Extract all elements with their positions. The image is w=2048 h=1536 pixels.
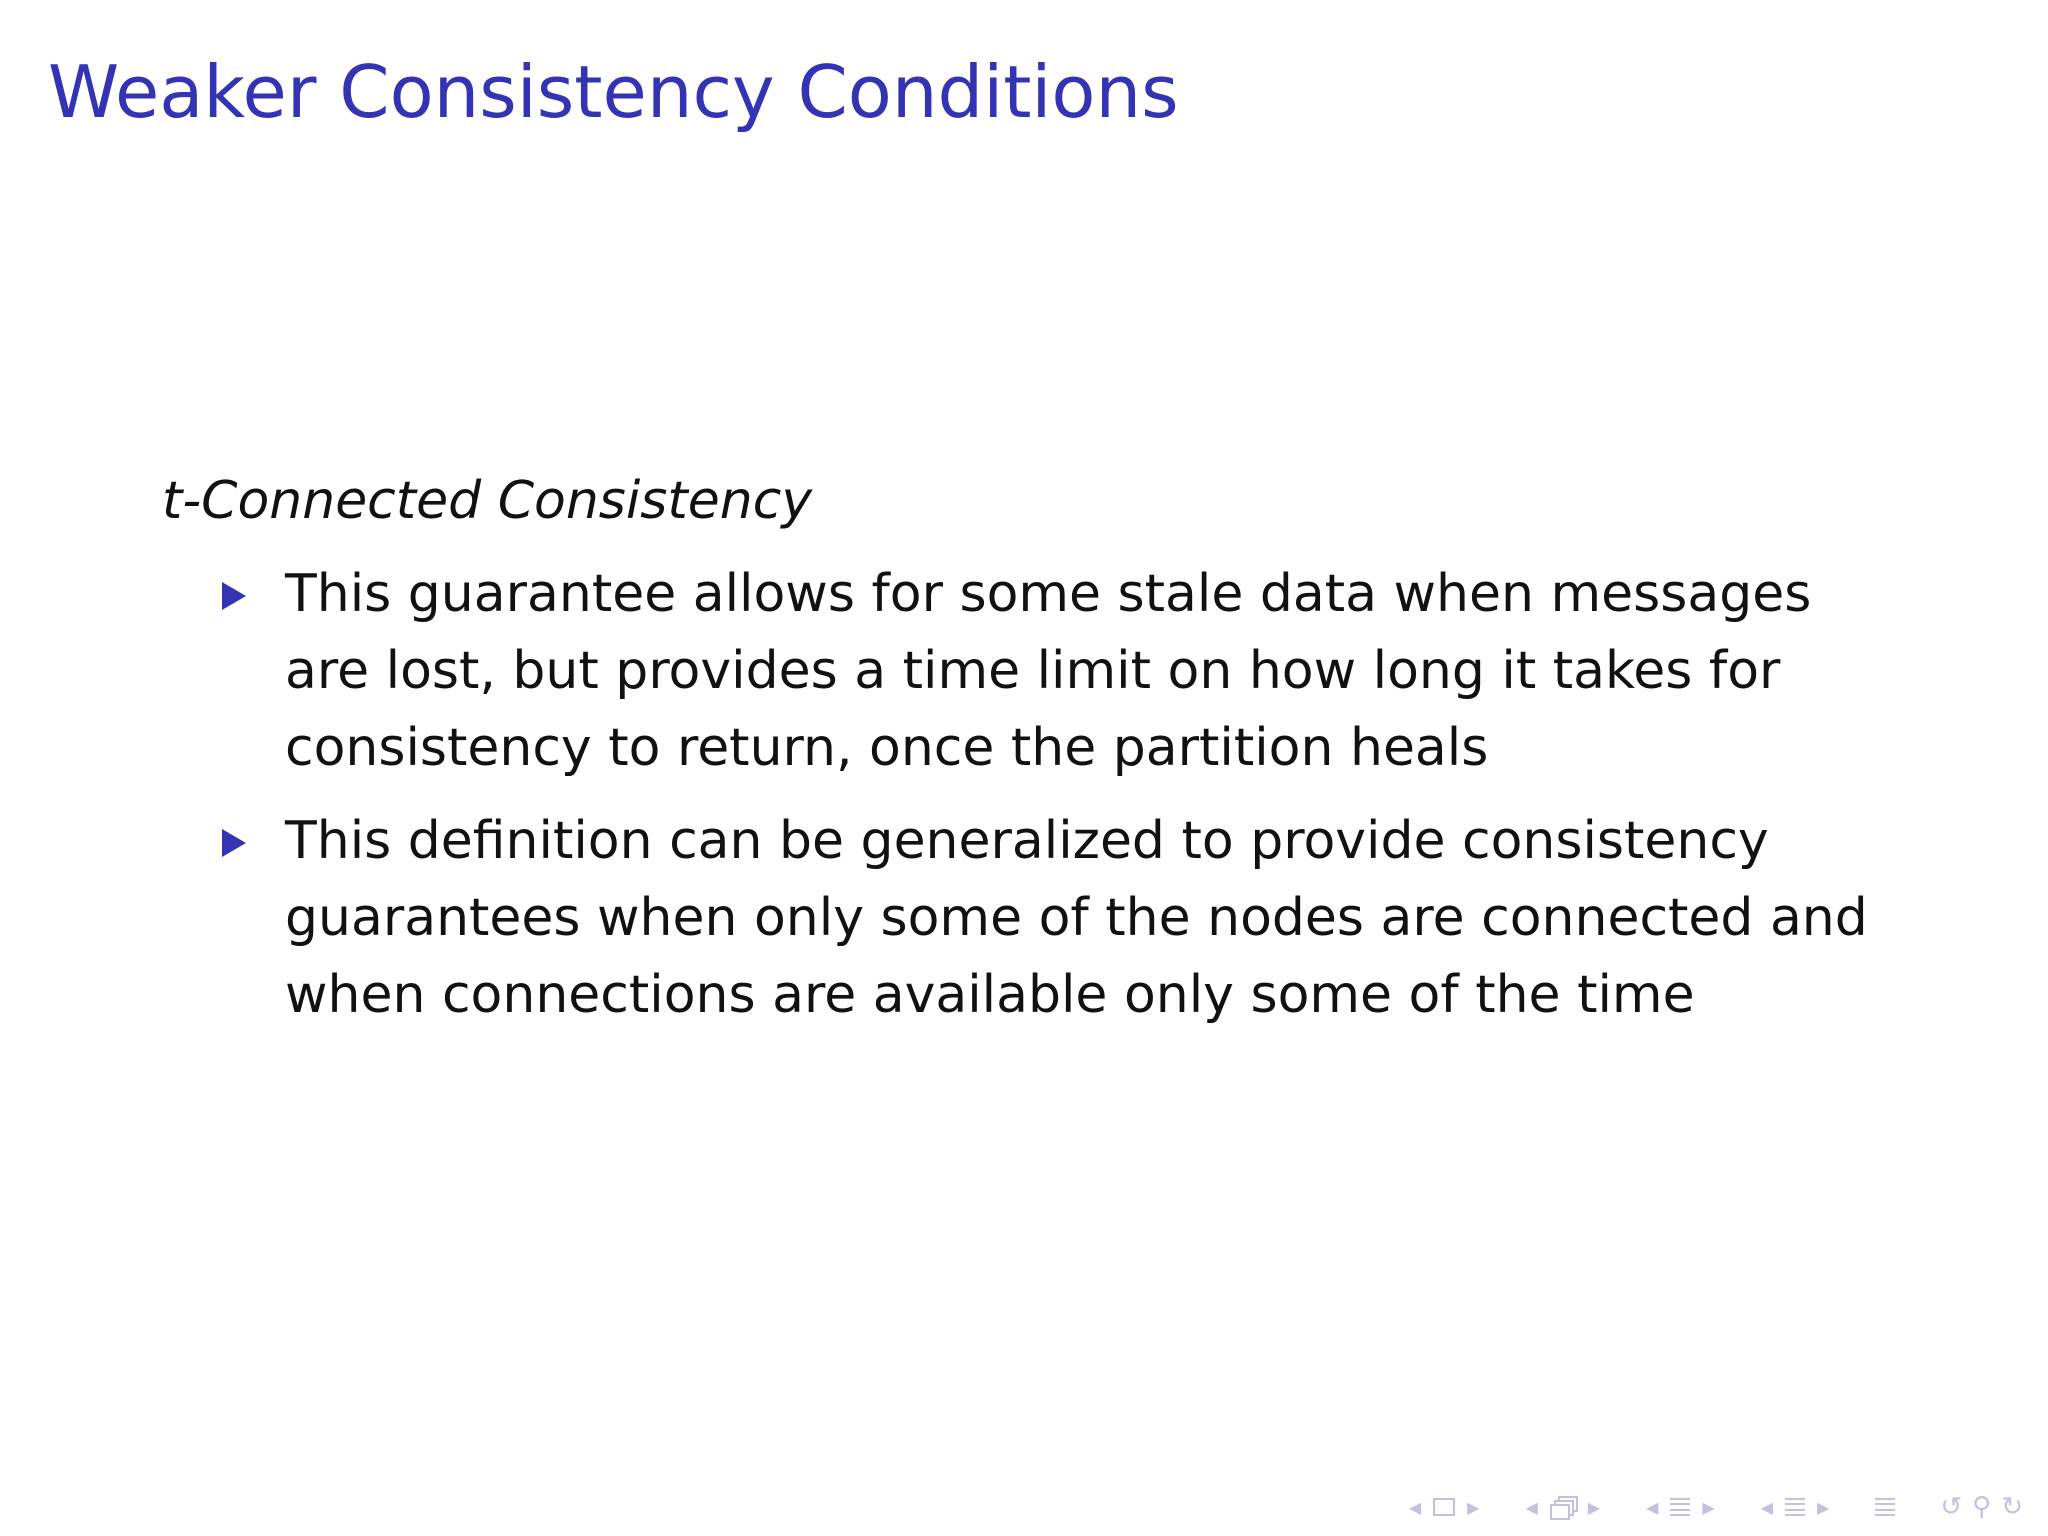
slide-next-icon[interactable]: ▶ <box>1467 1497 1480 1517</box>
search-nav-group <box>1935 1492 2028 1522</box>
frame-icon[interactable] <box>1550 1496 1576 1518</box>
section-nav-group <box>1755 1498 1836 1517</box>
outline-nav-group <box>1869 1498 1901 1516</box>
subsection-next-icon[interactable]: ▶ <box>1702 1497 1715 1517</box>
subsection-prev-icon[interactable]: ◀ <box>1646 1497 1659 1517</box>
outline-icon[interactable] <box>1875 1498 1895 1516</box>
list-item <box>162 556 1902 787</box>
block-heading: t-Connected Consistency <box>162 471 813 531</box>
triangle-bullet-icon <box>222 829 246 857</box>
section-prev-icon[interactable]: ◀ <box>1760 1497 1774 1517</box>
forward-icon[interactable]: ↻ <box>2001 1492 2023 1522</box>
section-next-icon[interactable]: ▶ <box>1817 1497 1830 1517</box>
frame-prev-icon[interactable]: ◀ <box>1525 1497 1538 1517</box>
slide-nav-group <box>1403 1498 1486 1517</box>
frame-next-icon[interactable]: ▶ <box>1587 1497 1601 1517</box>
list-item <box>162 803 1902 1034</box>
section-icon[interactable] <box>1785 1498 1805 1516</box>
subsection-nav-group <box>1640 1498 1721 1517</box>
search-icon[interactable]: ⚲ <box>1972 1492 1992 1522</box>
triangle-bullet-icon <box>222 582 246 610</box>
subsection-icon[interactable] <box>1670 1498 1690 1516</box>
slide-title: Weaker Consistency Conditions <box>48 50 1179 134</box>
frame-nav-group <box>1519 1496 1606 1518</box>
content-block <box>162 466 1902 1050</box>
list-item-text: This definition can be generalized to provide consistency guarantees when only some of the nodes are connected and when connections are available only some of the time <box>285 811 1868 1025</box>
back-icon[interactable]: ↺ <box>1940 1492 1963 1522</box>
bullet-list <box>162 556 1902 1034</box>
slide-prev-icon[interactable]: ◀ <box>1408 1497 1422 1517</box>
beamer-navigation-bar <box>1369 1490 2028 1524</box>
slide-icon[interactable] <box>1433 1498 1455 1516</box>
list-item-text: This guarantee allows for some stale data when messages are lost, but provides a time limit on how long it takes for consistency to return, once the partition heals <box>285 564 1812 778</box>
